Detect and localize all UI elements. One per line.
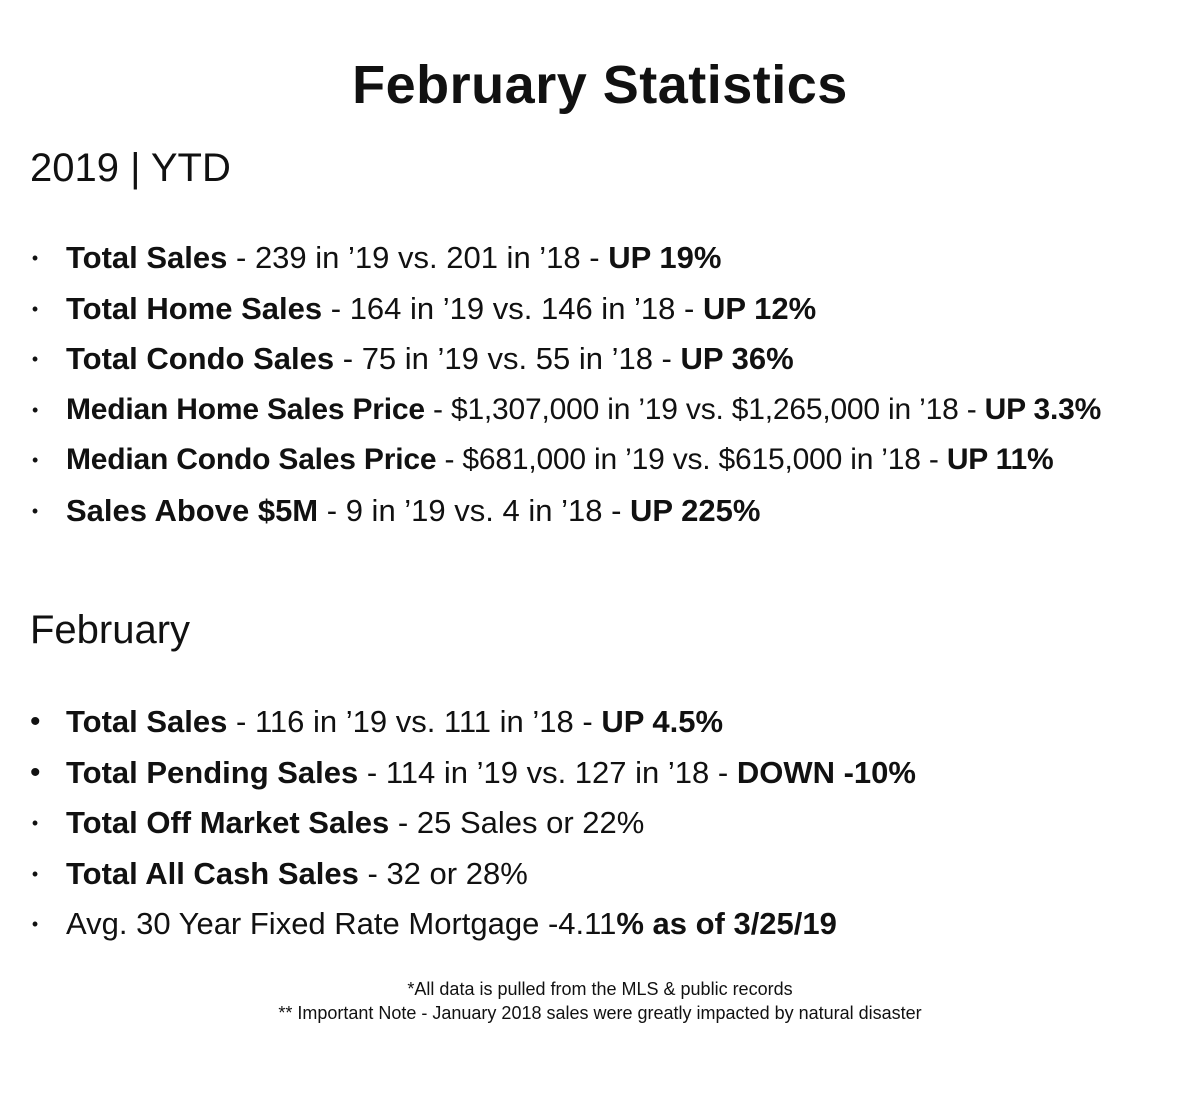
list-item: • Total Condo Sales - 75 in ’19 vs. 55 in ’18 - UP 36% (0, 334, 1200, 385)
list-item: • Total Off Market Sales - 25 Sales or 22% (0, 798, 1200, 849)
list-item: • Total Sales - 116 in ’19 vs. 111 in ’18 - UP 4.5% (0, 697, 1200, 748)
bullet-icon: • (30, 705, 41, 738)
ytd-section-heading: 2019 | YTD (30, 146, 231, 190)
february-stats-list (0, 697, 1200, 950)
footer-important-note: ** Important Note - January 2018 sales were greatly impacted by natural disaster (278, 1003, 922, 1023)
footer-data-source-note: *All data is pulled from the MLS & public records (407, 979, 793, 999)
list-item: • Median Home Sales Price - $1,307,000 in ’19 vs. $1,265,000 in ’18 - UP 3.3% (0, 385, 1200, 436)
bullet-icon: • (31, 500, 39, 521)
list-item: • Total Sales - 239 in ’19 vs. 201 in ’18 - UP 19% (0, 233, 1200, 284)
ytd-stats-list (0, 233, 1200, 536)
page-title: February Statistics (352, 55, 848, 115)
list-item: • Median Condo Sales Price - $681,000 in ’19 vs. $615,000 in ’18 - UP 11% (0, 435, 1200, 486)
bullet-icon: • (31, 813, 39, 833)
bullet-icon: • (31, 399, 39, 420)
bullet-icon: • (31, 450, 39, 470)
list-item: • Total Pending Sales - 114 in ’19 vs. 127 in ’18 - DOWN -10% (0, 748, 1200, 799)
bullet-icon: • (31, 863, 39, 884)
bullet-icon: • (31, 914, 39, 934)
list-item: • Total Home Sales - 164 in ’19 vs. 146 in ’18 - UP 12% (0, 284, 1200, 335)
list-item: • Sales Above $5M - 9 in ’19 vs. 4 in ’18 - UP 225% (0, 486, 1200, 537)
bullet-icon: • (30, 755, 41, 789)
bullet-icon: • (31, 349, 39, 369)
bullet-icon: • (31, 298, 39, 319)
bullet-icon: • (31, 248, 39, 268)
list-item: • Avg. 30 Year Fixed Rate Mortgage -4.11% as of 3/25/19 (0, 899, 1200, 950)
list-item: • Total All Cash Sales - 32 or 28% (0, 849, 1200, 900)
february-section-heading: February (30, 608, 191, 652)
